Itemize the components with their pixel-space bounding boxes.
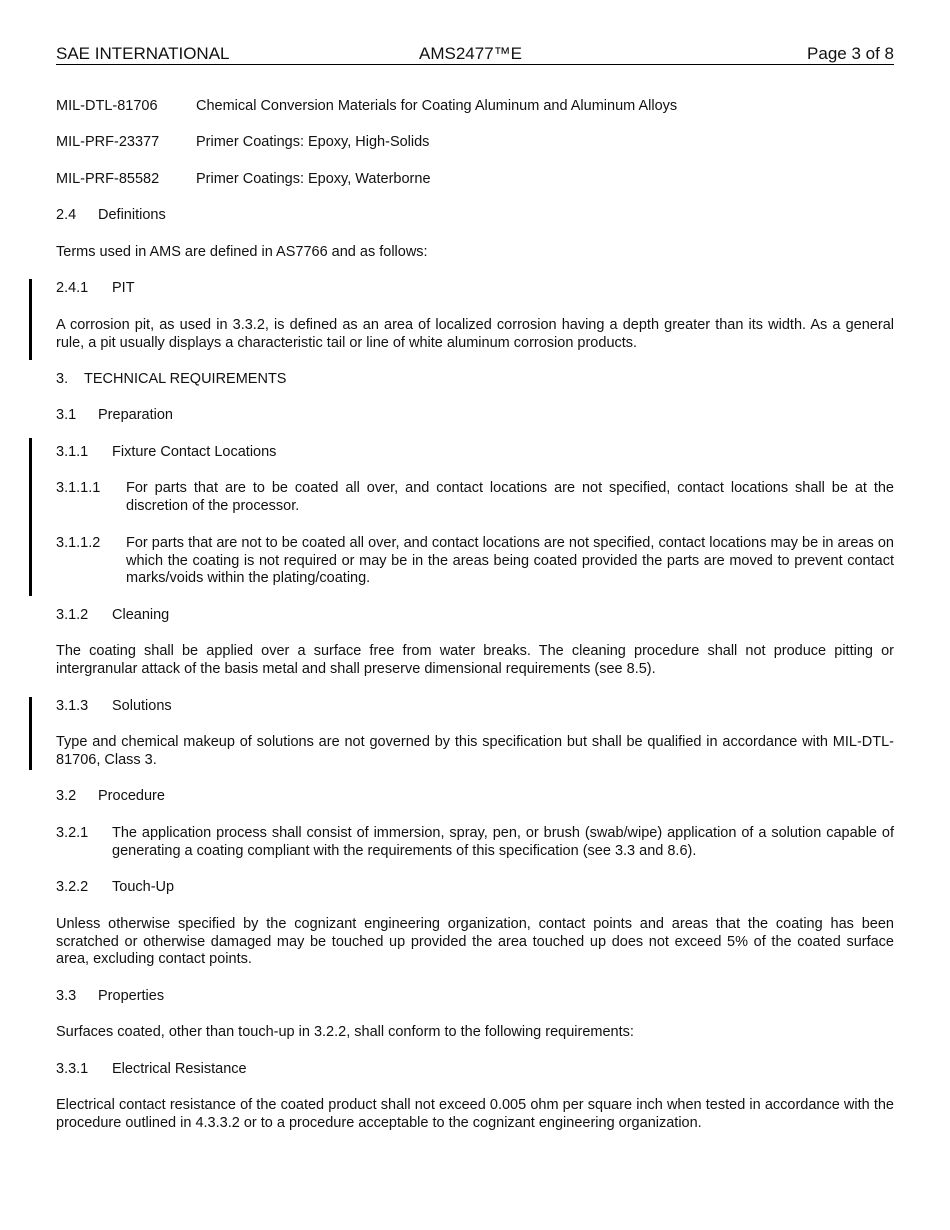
paragraph: The coating shall be applied over a surface free from water breaks. The cleaning procedure shall not produce pitting or intergranular attack of the basis metal and shall preserve dimensional requirements (see 8.5). — [56, 643, 894, 677]
numbered-paragraph — [56, 480, 894, 520]
header-document-id: AMS2477™E — [419, 44, 522, 63]
section-heading — [56, 988, 894, 1006]
section-number: 3.1 — [56, 407, 77, 423]
paragraph-number: 3.1.1.1 — [56, 480, 101, 496]
reference-row — [56, 98, 894, 116]
section-heading — [56, 280, 894, 298]
section-title: Fixture Contact Locations — [112, 444, 277, 460]
change-bar — [29, 697, 32, 770]
section-title: Cleaning — [112, 607, 170, 623]
section-number: 3.1.3 — [56, 698, 89, 714]
numbered-paragraph — [56, 825, 894, 865]
reference-row — [56, 171, 894, 189]
section-number: 3.1.2 — [56, 607, 89, 623]
paragraph: Electrical contact resistance of the coated product shall not exceed 0.005 ohm per square inch when tested in accordance with the procedure outlined in 4.3.3.2 or to a procedure acceptable to the cognizant engineering organization. — [56, 1097, 894, 1131]
header-organization: SAE INTERNATIONAL — [56, 44, 230, 63]
section-number: 3.2.2 — [56, 879, 89, 895]
paragraph-body: The application process shall consist of immersion, spray, pen, or brush (swab/wipe) application of a solution capable of generating a coating compliant with the requirements of this specification (see 3.3 and 8.6). — [112, 825, 894, 859]
paragraph: Type and chemical makeup of solutions are not governed by this specification but shall be qualified in accordance with MIL-DTL-81706, Class 3. — [56, 734, 894, 768]
paragraph-number: 3.1.1.2 — [56, 535, 101, 551]
reference-title: Primer Coatings: Epoxy, Waterborne — [196, 171, 431, 187]
section-number: 3. — [56, 371, 69, 387]
section-title: Solutions — [112, 698, 172, 714]
paragraph-number: 3.2.1 — [56, 825, 89, 841]
reference-row — [56, 134, 894, 152]
section-number: 2.4 — [56, 207, 77, 223]
page-header — [56, 44, 894, 65]
numbered-paragraph — [56, 535, 894, 591]
change-bar — [29, 438, 32, 596]
section-heading — [56, 207, 894, 225]
section-number: 2.4.1 — [56, 280, 89, 296]
reference-title: Chemical Conversion Materials for Coating Aluminum and Aluminum Alloys — [196, 98, 678, 114]
section-number: 3.2 — [56, 788, 77, 804]
reference-code: MIL-PRF-23377 — [56, 134, 160, 150]
paragraph: Surfaces coated, other than touch-up in 3.2.2, shall conform to the following requirements: — [56, 1024, 634, 1040]
section-heading — [56, 788, 894, 806]
section-heading — [56, 1061, 894, 1079]
section-heading — [56, 879, 894, 897]
reference-code: MIL-PRF-85582 — [56, 171, 160, 187]
section-number: 3.3.1 — [56, 1061, 89, 1077]
section-title: Electrical Resistance — [112, 1061, 247, 1077]
paragraph: Unless otherwise specified by the cognizant engineering organization, contact points and areas that the coating has been scratched or otherwise damaged may be touched up provided the area touched up does not exceed 5% of the coated surface area, excluding contact points. — [56, 916, 894, 967]
section-title: TECHNICAL REQUIREMENTS — [84, 371, 287, 387]
header-page-number: Page 3 of 8 — [807, 44, 894, 63]
section-title: Touch-Up — [112, 879, 175, 895]
section-heading — [56, 407, 894, 425]
section-title: Properties — [98, 988, 165, 1004]
section-heading — [56, 444, 894, 462]
section-number: 3.1.1 — [56, 444, 89, 460]
change-bar — [29, 279, 32, 360]
section-title: Preparation — [98, 407, 173, 423]
paragraph-body: For parts that are to be coated all over, and contact locations are not specified, contact locations shall be at the discretion of the processor. — [126, 480, 894, 514]
reference-code: MIL-DTL-81706 — [56, 98, 158, 114]
paragraph: A corrosion pit, as used in 3.3.2, is defined as an area of localized corrosion having a depth greater than its width. As a general rule, a pit usually displays a characteristic tail or line of white aluminum corrosion products. — [56, 317, 894, 351]
section-heading — [56, 607, 894, 625]
section-heading — [56, 698, 894, 716]
section-number: 3.3 — [56, 988, 77, 1004]
section-title: PIT — [112, 280, 135, 296]
section-heading — [56, 371, 894, 389]
section-title: Procedure — [98, 788, 165, 804]
reference-title: Primer Coatings: Epoxy, High-Solids — [196, 134, 430, 150]
paragraph-body: For parts that are not to be coated all over, and contact locations are not specified, contact locations may be in areas on which the coating is not required or may be in the areas being coated provided the parts are moved to prevent contact marks/voids within the plating/coating. — [126, 535, 894, 586]
paragraph: Terms used in AMS are defined in AS7766 and as follows: — [56, 244, 428, 260]
section-title: Definitions — [98, 207, 166, 223]
